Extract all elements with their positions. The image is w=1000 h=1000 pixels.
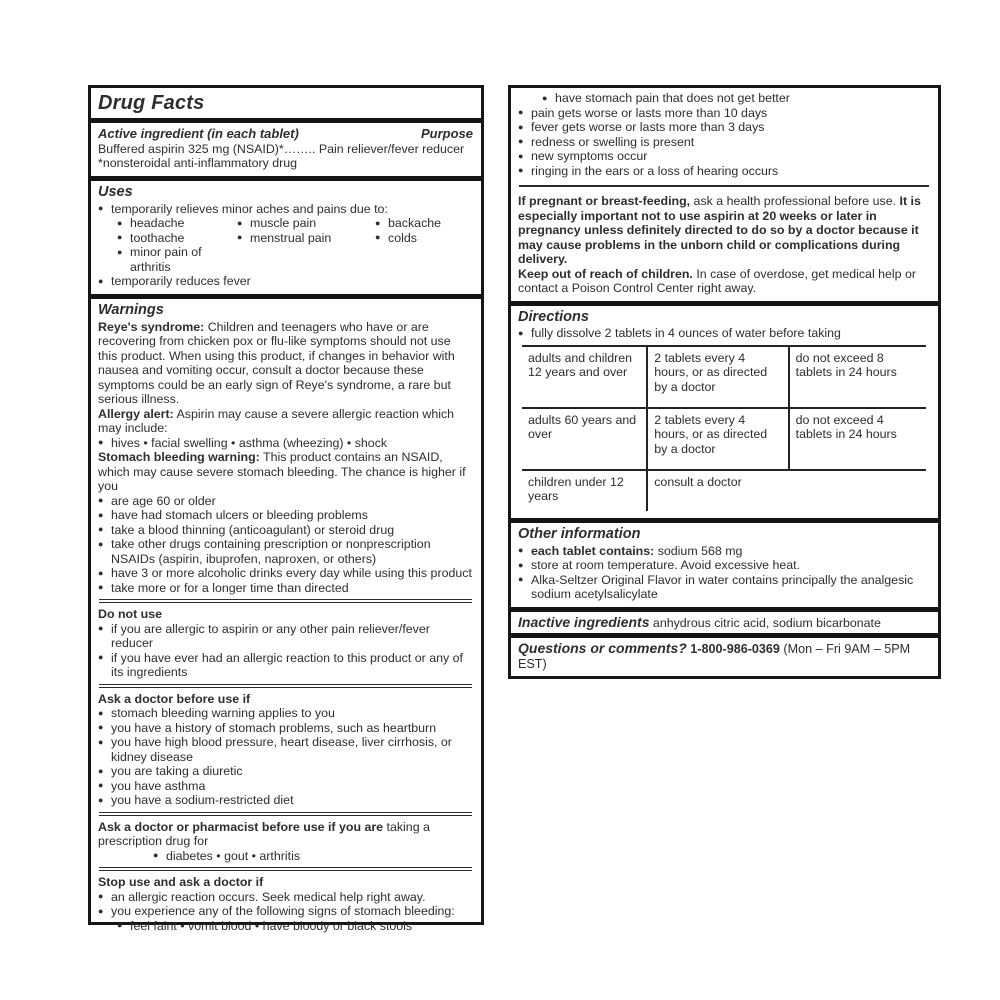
- list-item: ● each tablet contains: sodium 568 mg: [518, 543, 743, 558]
- bullet-icon: ●: [98, 707, 104, 718]
- bullet-icon: ●: [98, 623, 104, 633]
- list-item: ● fever gets worse or lasts more than 3 days: [518, 120, 765, 134]
- list-item: ● take more or for a longer time than directed: [98, 580, 349, 595]
- drug-facts-panel-left: [88, 85, 484, 933]
- bullet-icon: ●: [117, 920, 123, 930]
- uses-heading: Uses: [98, 183, 133, 200]
- bullet-icon: ●: [98, 780, 104, 790]
- bullet-icon: ●: [375, 232, 381, 243]
- bullet-icon: ●: [98, 905, 104, 916]
- bullet-icon: ●: [117, 246, 123, 257]
- section-other-information: [511, 523, 938, 607]
- list-item: ● menstrual pain: [237, 230, 332, 245]
- table-row: [522, 470, 926, 511]
- ingredient-name: Buffered aspirin 325 mg (NSAID)*: [98, 141, 284, 156]
- bullet-icon: ●: [98, 509, 104, 520]
- inactive-ingredients-heading: Inactive ingredients: [518, 613, 650, 630]
- bullet-icon: ●: [375, 217, 381, 228]
- bullet-icon: ●: [518, 121, 524, 132]
- bullet-icon: ●: [518, 150, 524, 161]
- bullet-icon: ●: [98, 794, 104, 805]
- list-item: ● temporarily relieves minor aches and pains due to:: [98, 201, 388, 216]
- pregnancy-paragraph: If pregnant or breast-feeding, ask a health professional before use. It is especially important not to use aspirin at 20 weeks or later in pregnancy unless definitely directed to do so by a doctor because it may cause problems in the unborn child or complications during delivery.: [518, 194, 921, 266]
- bullet-icon: ●: [98, 203, 104, 214]
- bullet-icon: ●: [98, 524, 104, 534]
- questions-heading: Questions or comments?: [518, 640, 687, 657]
- active-ingredient-heading: Active ingredient (in each tablet): [98, 126, 299, 142]
- bullet-icon: ●: [98, 891, 104, 901]
- bullet-icon: ●: [117, 232, 123, 243]
- bullet-icon: ●: [542, 92, 548, 103]
- list-item: ● muscle pain: [237, 216, 317, 231]
- list-item: ● minor pain of arthritis: [117, 245, 202, 274]
- bullet-icon: ●: [518, 545, 524, 556]
- list-item: ● temporarily reduces fever: [98, 274, 251, 289]
- list-item: ● you have a sodium-restricted diet: [98, 793, 294, 807]
- bullet-icon: ●: [98, 652, 104, 662]
- hairline-divider: [99, 812, 472, 816]
- table-row: [522, 346, 926, 408]
- bullet-icon: ●: [98, 722, 104, 732]
- bullet-icon: ●: [98, 582, 104, 592]
- phone-hours: (Mon – Fri 9AM – 5PM EST): [518, 642, 911, 672]
- list-item: ● have had stomach ulcers or bleeding problems: [98, 508, 368, 522]
- list-item: ● ringing in the ears or a loss of hearing occurs: [518, 163, 779, 178]
- dosage-dose-cell: consult a doctor: [647, 470, 926, 511]
- dosage-dose-cell: 2 tablets every 4 hours, or as directed by a doctor: [647, 408, 788, 470]
- list-item: ● redness or swelling is present: [518, 134, 695, 149]
- list-item: ● fully dissolve 2 tablets in 4 ounces of water before taking: [518, 326, 841, 341]
- dosage-max-cell: do not exceed 4 tablets in 24 hours: [789, 408, 926, 470]
- ask-pharmacist-paragraph: Ask a doctor or pharmacist before use if you are taking a prescription drug for: [98, 819, 430, 848]
- list-item: ● store at room temperature. Avoid excessive heat.: [518, 558, 801, 573]
- ingredient-purpose: Pain reliever/fever reducer: [315, 141, 465, 156]
- list-item: ● Alka-Seltzer Original Flavor in water contains principally the analgesic sodium acetylsalicylate: [518, 572, 914, 602]
- list-item: ● an allergic reaction occurs. Seek medical help right away.: [98, 889, 426, 904]
- uses-conditions-grid: [117, 216, 473, 274]
- drug-facts-title: Drug Facts: [98, 92, 205, 114]
- bullet-icon: ●: [237, 232, 243, 243]
- dosage-max-cell: do not exceed 8 tablets in 24 hours: [789, 346, 926, 408]
- list-item: ● have 3 or more alcoholic drinks every day while using this product: [98, 566, 472, 580]
- bullet-icon: ●: [153, 850, 159, 860]
- bullet-icon: ●: [98, 495, 104, 505]
- section-questions: [511, 638, 938, 676]
- list-item: ● toothache: [117, 230, 185, 245]
- section-directions: [511, 306, 938, 518]
- list-item: ● have stomach pain that does not get better: [542, 91, 790, 105]
- keep-out-of-reach-paragraph: Keep out of reach of children. In case of overdose, get medical help or contact a Poison Control Center right away.: [518, 266, 917, 295]
- bullet-icon: ●: [518, 136, 524, 146]
- hairline-divider: [99, 599, 472, 603]
- dosage-who-cell: adults and children 12 years and over: [522, 346, 647, 408]
- list-item: ● if you are allergic to aspirin or any other pain reliever/fever reducer: [98, 621, 430, 650]
- dosage-table: [522, 345, 926, 511]
- other-information-heading: Other information: [518, 525, 641, 542]
- phone-number: 1-800-986-0369: [686, 642, 780, 657]
- bullet-icon: ●: [98, 736, 104, 747]
- list-item: ● are age 60 or older: [98, 493, 216, 508]
- purpose-heading: Purpose: [420, 126, 473, 142]
- bullet-icon: ●: [98, 538, 104, 549]
- bullet-icon: ●: [237, 217, 243, 228]
- list-item: ● diabetes • gout • arthritis: [153, 848, 301, 863]
- list-item: ● colds: [375, 230, 417, 245]
- bullet-icon: ●: [518, 165, 524, 175]
- stomach-bleeding-paragraph: Stomach bleeding warning: This product contains an NSAID, which may cause severe stomach bleeding. The chance is higher if you: [98, 450, 466, 493]
- dot-leader: ……..: [283, 141, 316, 156]
- drug-facts-panel-right: [508, 85, 941, 679]
- bullet-icon: ●: [518, 107, 524, 117]
- section-warnings: [91, 299, 481, 938]
- section-active-ingredient: [91, 123, 481, 175]
- active-ingredient-line: [98, 142, 473, 157]
- list-item: ● you are taking a diuretic: [98, 764, 243, 778]
- hairline-divider: [99, 684, 472, 688]
- list-item: ● new symptoms occur: [518, 149, 648, 163]
- list-item: ● you experience any of the following signs of stomach bleeding:: [98, 904, 455, 918]
- bullet-icon: ●: [518, 327, 524, 338]
- bullet-icon: ●: [518, 574, 524, 585]
- hairline-divider: [519, 185, 929, 187]
- list-item: ● you have asthma: [98, 778, 206, 793]
- list-item: ● pain gets worse or lasts more than 10 days: [518, 105, 768, 120]
- bullet-icon: ●: [98, 275, 104, 286]
- section-inactive-ingredients: [511, 612, 938, 634]
- reyes-syndrome-paragraph: Reye's syndrome: Children and teenagers who have or are recovering from chicken pox or flu-like symptoms should not use this product. When using this product, if changes in behavior with nausea and vomiting occur, consult a doctor because these symptoms could be an early sign of Reye's syndrome, a rare but serious illness.: [98, 319, 455, 406]
- directions-heading: Directions: [518, 308, 589, 325]
- list-item: ● if you have ever had an allergic reaction to this product or any of its ingredients: [98, 650, 463, 679]
- list-item: ● you have high blood pressure, heart disease, liver cirrhosis, or kidney disease: [98, 735, 452, 764]
- list-item: ● headache: [117, 216, 185, 231]
- warnings-heading: Warnings: [98, 301, 164, 318]
- hairline-divider: [99, 867, 472, 871]
- inactive-ingredients-text: anhydrous citric acid, sodium bicarbonate: [649, 615, 881, 630]
- bullet-icon: ●: [98, 567, 104, 578]
- table-row: [522, 408, 926, 470]
- ask-doctor-heading: Ask a doctor before use if: [98, 691, 251, 706]
- allergy-alert-paragraph: Allergy alert: Aspirin may cause a severe allergic reaction which may include:: [98, 406, 455, 435]
- bullet-icon: ●: [98, 437, 104, 447]
- do-not-use-heading: Do not use: [98, 607, 163, 621]
- dosage-who-cell: adults 60 years and over: [522, 408, 647, 470]
- list-item: ● take other drugs containing prescription or nonprescription NSAIDs (aspirin, ibuprofen, naproxen, or others): [98, 537, 431, 566]
- list-item: ● you have a history of stomach problems, such as heartburn: [98, 720, 437, 735]
- nsaid-footnote: *nonsteroidal anti-inflammatory drug: [98, 156, 298, 171]
- bullet-icon: ●: [518, 559, 524, 570]
- list-item: ● feel faint • vomit blood • have bloody or black stools: [117, 918, 413, 933]
- bullet-icon: ●: [98, 765, 104, 776]
- list-item: ● hives • facial swelling • asthma (wheezing) • shock: [98, 435, 388, 450]
- stop-use-heading: Stop use and ask a doctor if: [98, 875, 264, 889]
- dosage-who-cell: children under 12 years: [522, 470, 647, 511]
- dosage-dose-cell: 2 tablets every 4 hours, or as directed by a doctor: [647, 346, 788, 408]
- bullet-icon: ●: [117, 217, 123, 228]
- section-uses: [91, 181, 481, 294]
- list-item: ● backache: [375, 216, 442, 231]
- list-item: ● take a blood thinning (anticoagulant) or steroid drug: [98, 522, 395, 537]
- list-item: ● stomach bleeding warning applies to you: [98, 706, 335, 720]
- section-warnings-continued: [511, 88, 938, 301]
